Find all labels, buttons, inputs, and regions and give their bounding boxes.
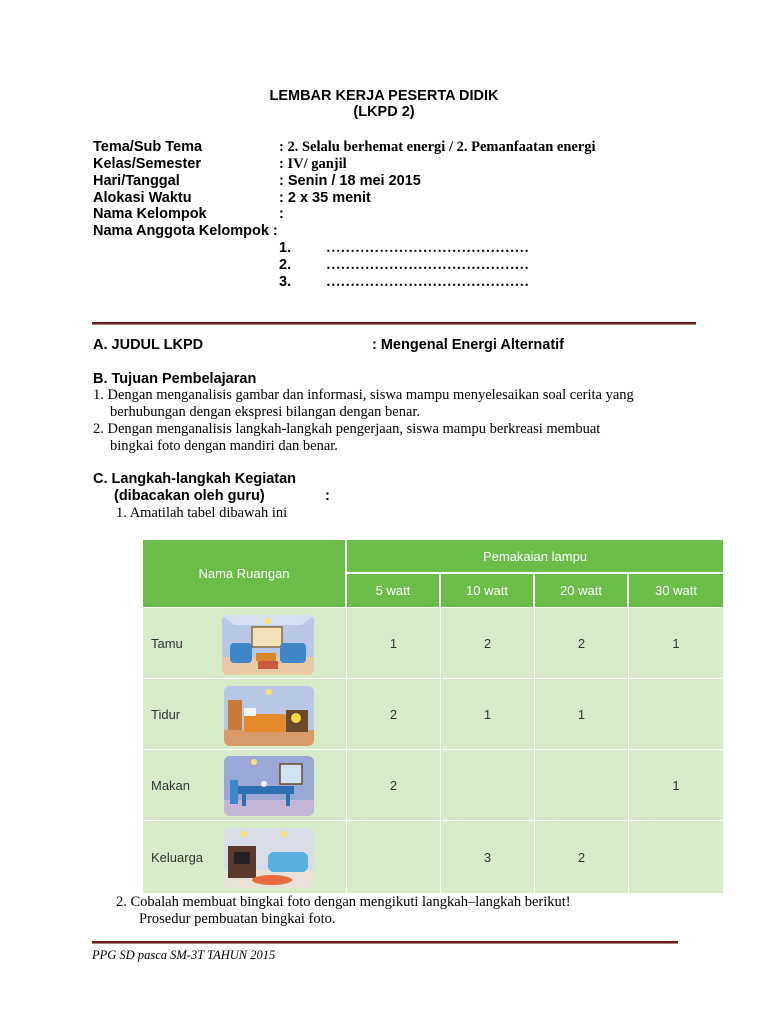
cell-tamu-20: 2 bbox=[535, 608, 628, 678]
cell-keluarga-10: 3 bbox=[441, 821, 534, 893]
info-value-kelas: : IV/ ganjil bbox=[279, 156, 347, 172]
info-label-alokasi: Alokasi Waktu bbox=[93, 190, 192, 206]
room-name: Tamu bbox=[151, 635, 183, 651]
lamp-usage-table bbox=[143, 540, 723, 893]
info-value-kelompok: : bbox=[279, 206, 284, 222]
room-name: Keluarga bbox=[151, 849, 204, 865]
divider-footer bbox=[92, 941, 678, 944]
dining-room-image bbox=[224, 756, 314, 816]
member-num-2: 2. bbox=[279, 257, 292, 273]
header-watt-20: 20 watt bbox=[535, 574, 628, 607]
bedroom-image bbox=[224, 686, 314, 746]
section-a-value: : Mengenal Energi Alternatif bbox=[372, 337, 565, 353]
section-c-sub-colon: : bbox=[325, 488, 330, 504]
footer-text: PPG SD pasca SM-3T TAHUN 2015 bbox=[92, 948, 276, 962]
step-1: 1. Amatilah tabel dibawah ini bbox=[116, 505, 288, 521]
living-room-image bbox=[222, 615, 314, 675]
cell-makan-5: 2 bbox=[347, 750, 440, 820]
family-room-image bbox=[224, 828, 314, 888]
header-room: Nama Ruangan bbox=[143, 540, 346, 607]
cell-tamu-5: 1 bbox=[347, 608, 440, 678]
cell-tidur-10: 1 bbox=[441, 679, 534, 749]
section-c-heading: C. Langkah-langkah Kegiatan bbox=[93, 471, 297, 487]
info-value-tema: : 2. Selalu berhemat energi / 2. Pemanfaatan energi bbox=[279, 139, 596, 155]
member-dots-2: …………………………………… bbox=[326, 257, 529, 273]
member-dots-1: …………………………………… bbox=[326, 240, 529, 256]
info-value-alokasi: : 2 x 35 menit bbox=[279, 190, 371, 206]
doc-subtitle: (LKPD 2) bbox=[353, 104, 415, 120]
doc-title: LEMBAR KERJA PESERTA DIDIK bbox=[269, 88, 499, 104]
cell-tidur-5: 2 bbox=[347, 679, 440, 749]
objective-1-line2: berhubungan dengan ekspresi bilangan dengan benar. bbox=[110, 404, 421, 420]
room-name: Tidur bbox=[151, 706, 181, 722]
objective-2-line2: bingkai foto dengan mandiri dan benar. bbox=[110, 438, 338, 454]
cell-keluarga-5 bbox=[347, 821, 440, 893]
member-num-3: 3. bbox=[279, 274, 292, 290]
header-watt-10: 10 watt bbox=[441, 574, 534, 607]
room-name: Makan bbox=[151, 777, 191, 793]
info-label-tema: Tema/Sub Tema bbox=[93, 139, 203, 155]
info-label-anggota: Nama Anggota Kelompok : bbox=[93, 223, 278, 239]
step-2-line2: Prosedur pembuatan bingkai foto. bbox=[139, 911, 336, 927]
info-label-kelas: Kelas/Semester bbox=[93, 156, 202, 172]
objective-2-line1: 2. Dengan menganalisis langkah-langkah pengerjaan, siswa mampu berkreasi membuat bbox=[93, 421, 601, 437]
info-label-kelompok: Nama Kelompok bbox=[93, 206, 207, 222]
divider-top bbox=[92, 322, 696, 325]
cell-tidur-20: 1 bbox=[535, 679, 628, 749]
member-dots-3: …………………………………… bbox=[326, 274, 529, 290]
cell-makan-30: 1 bbox=[629, 750, 723, 820]
section-b-heading: B. Tujuan Pembelajaran bbox=[93, 371, 257, 387]
cell-tamu-30: 1 bbox=[629, 608, 723, 678]
cell-makan-20 bbox=[535, 750, 628, 820]
header-watt-5: 5 watt bbox=[347, 574, 440, 607]
info-label-hari: Hari/Tanggal bbox=[93, 173, 180, 189]
header-usage: Pemakaian lampu bbox=[347, 540, 723, 573]
section-a-label: A. JUDUL LKPD bbox=[93, 337, 204, 353]
objective-1-line1: 1. Dengan menganalisis gambar dan informasi, siswa mampu menyelesaikan soal cerita yang bbox=[93, 387, 634, 403]
cell-keluarga-30 bbox=[629, 821, 723, 893]
cell-tamu-10: 2 bbox=[441, 608, 534, 678]
member-num-1: 1. bbox=[279, 240, 292, 256]
cell-tidur-30 bbox=[629, 679, 723, 749]
section-c-sub: (dibacakan oleh guru) bbox=[114, 488, 265, 504]
header-watt-30: 30 watt bbox=[629, 574, 723, 607]
info-value-hari: : Senin / 18 mei 2015 bbox=[279, 173, 421, 189]
cell-makan-10 bbox=[441, 750, 534, 820]
cell-keluarga-20: 2 bbox=[535, 821, 628, 893]
step-2-line1: 2. Cobalah membuat bingkai foto dengan mengikuti langkah–langkah berikut! bbox=[116, 894, 571, 910]
